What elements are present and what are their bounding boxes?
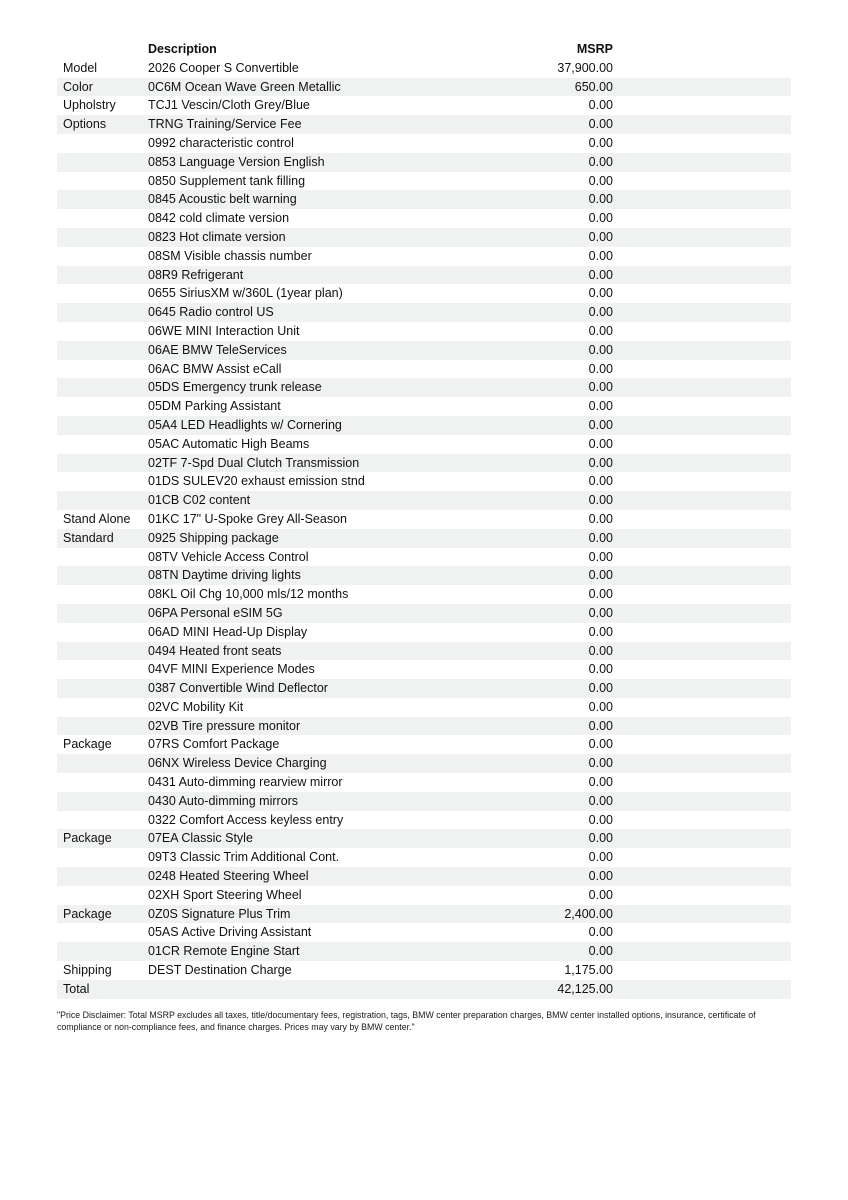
description-cell: 01CR Remote Engine Start	[148, 944, 300, 959]
table-row	[57, 266, 791, 285]
description-cell: 0645 Radio control US	[148, 305, 274, 320]
description-cell: 05A4 LED Headlights w/ Cornering	[148, 417, 342, 432]
msrp-cell: 0.00	[588, 530, 613, 545]
category-cell: Model	[63, 60, 98, 75]
msrp-cell: 0.00	[588, 568, 613, 583]
description-cell: 07RS Comfort Package	[148, 737, 280, 752]
msrp-cell: 0.00	[588, 643, 613, 658]
table-row	[57, 905, 791, 924]
table-row	[57, 773, 791, 792]
table-row	[57, 642, 791, 661]
msrp-cell: 0.00	[588, 248, 613, 263]
msrp-cell: 0.00	[588, 229, 613, 244]
msrp-cell: 0.00	[588, 117, 613, 132]
description-cell: 06AD MINI Head-Up Display	[148, 624, 308, 639]
table-row	[57, 78, 791, 97]
table-row	[57, 59, 791, 78]
table-row	[57, 735, 791, 754]
category-cell: Upholstry	[63, 98, 116, 113]
description-cell: 0655 SiriusXM w/360L (1year plan)	[148, 286, 343, 301]
table-row	[57, 190, 791, 209]
table-row	[57, 360, 791, 379]
table-row	[57, 886, 791, 905]
msrp-cell: 0.00	[588, 850, 613, 865]
msrp-cell: 0.00	[588, 380, 613, 395]
description-cell: 02VB Tire pressure monitor	[148, 718, 301, 733]
table-row	[57, 548, 791, 567]
msrp-cell: 0.00	[588, 493, 613, 508]
table-row	[57, 566, 791, 585]
table-row	[57, 829, 791, 848]
description-cell: 09T3 Classic Trim Additional Cont.	[148, 850, 340, 865]
table-row	[57, 96, 791, 115]
msrp-cell: 0.00	[588, 549, 613, 564]
msrp-cell: 0.00	[588, 154, 613, 169]
msrp-cell: 0.00	[588, 417, 613, 432]
description-cell: 02TF 7-Spd Dual Clutch Transmission	[148, 455, 360, 470]
msrp-cell: 0.00	[588, 681, 613, 696]
description-cell: 01CB C02 content	[148, 493, 251, 508]
msrp-cell: 0.00	[588, 305, 613, 320]
description-cell: 06AC BMW Assist eCall	[148, 361, 282, 376]
msrp-cell: 0.00	[588, 323, 613, 338]
description-cell: 0823 Hot climate version	[148, 229, 286, 244]
category-cell: Package	[63, 906, 112, 921]
msrp-cell: 0.00	[588, 211, 613, 226]
msrp-cell: 0.00	[588, 455, 613, 470]
category-cell: Color	[63, 79, 93, 94]
table-row	[57, 378, 791, 397]
table-row	[57, 397, 791, 416]
description-cell: DEST Destination Charge	[148, 963, 292, 978]
description-cell: 0925 Shipping package	[148, 530, 279, 545]
table-row	[57, 322, 791, 341]
description-cell: 04VF MINI Experience Modes	[148, 662, 315, 677]
table-row	[57, 134, 791, 153]
table-row	[57, 510, 791, 529]
category-cell: Stand Alone	[63, 511, 131, 526]
description-cell: 0430 Auto-dimming mirrors	[148, 793, 299, 808]
description-cell: 08TN Daytime driving lights	[148, 568, 301, 583]
table-row	[57, 341, 791, 360]
description-cell: 0494 Heated front seats	[148, 643, 282, 658]
description-cell: 02XH Sport Steering Wheel	[148, 887, 302, 902]
msrp-cell: 0.00	[588, 192, 613, 207]
description-cell: 2026 Cooper S Convertible	[148, 60, 299, 75]
msrp-cell: 42,125.00	[557, 981, 613, 996]
msrp-cell: 0.00	[588, 831, 613, 846]
description-cell: 06AE BMW TeleServices	[148, 342, 287, 357]
table-row	[57, 228, 791, 247]
table-row	[57, 529, 791, 548]
description-cell: 0C6M Ocean Wave Green Metallic	[148, 79, 341, 94]
table-row	[57, 923, 791, 942]
description-cell: 0845 Acoustic belt warning	[148, 192, 297, 207]
category-cell: Standard	[63, 530, 114, 545]
msrp-cell: 0.00	[588, 587, 613, 602]
description-cell: 0853 Language Version English	[148, 154, 325, 169]
msrp-cell: 0.00	[588, 436, 613, 451]
msrp-cell: 0.00	[588, 793, 613, 808]
table-row	[57, 247, 791, 266]
table-row	[57, 867, 791, 886]
msrp-cell: 0.00	[588, 399, 613, 414]
table-row	[57, 792, 791, 811]
table-row	[57, 172, 791, 191]
description-cell: 05AS Active Driving Assistant	[148, 925, 312, 940]
table-row	[57, 454, 791, 473]
description-cell: 07EA Classic Style	[148, 831, 253, 846]
msrp-cell: 0.00	[588, 718, 613, 733]
msrp-cell: 0.00	[588, 135, 613, 150]
category-cell: Total	[63, 981, 90, 996]
msrp-cell: 1,175.00	[564, 963, 613, 978]
description-cell: 08SM Visible chassis number	[148, 248, 312, 263]
description-cell: 06PA Personal eSIM 5G	[148, 605, 283, 620]
description-cell: 0850 Supplement tank filling	[148, 173, 306, 188]
msrp-cell: 0.00	[588, 887, 613, 902]
msrp-cell: 0.00	[588, 944, 613, 959]
table-row	[57, 811, 791, 830]
msrp-cell: 0.00	[588, 474, 613, 489]
msrp-cell: 0.00	[588, 812, 613, 827]
msrp-cell: 0.00	[588, 756, 613, 771]
category-cell: Package	[63, 831, 112, 846]
table-row	[57, 717, 791, 736]
msrp-cell: 0.00	[588, 737, 613, 752]
description-cell: 08TV Vehicle Access Control	[148, 549, 309, 564]
table-row	[57, 942, 791, 961]
msrp-cell: 0.00	[588, 342, 613, 357]
description-cell: 06NX Wireless Device Charging	[148, 756, 327, 771]
description-header: Description	[148, 42, 217, 56]
description-cell: 0431 Auto-dimming rearview mirror	[148, 775, 343, 790]
msrp-header: MSRP	[576, 42, 613, 56]
msrp-cell: 0.00	[588, 925, 613, 940]
category-cell: Package	[63, 737, 112, 752]
table-row	[57, 303, 791, 322]
description-cell: TCJ1 Vescin/Cloth Grey/Blue	[148, 98, 310, 113]
table-row	[57, 604, 791, 623]
description-cell: TRNG Training/Service Fee	[148, 117, 302, 132]
table-row	[57, 698, 791, 717]
table-row	[57, 660, 791, 679]
description-cell: 02VC Mobility Kit	[148, 699, 244, 714]
table-row	[57, 679, 791, 698]
table-row	[57, 491, 791, 510]
description-cell: 01KC 17" U-Spoke Grey All-Season	[148, 511, 347, 526]
description-cell: 0842 cold climate version	[148, 211, 290, 226]
table-row	[57, 980, 791, 999]
description-cell: 05DM Parking Assistant	[148, 399, 281, 414]
table-row	[57, 115, 791, 134]
msrp-cell: 0.00	[588, 869, 613, 884]
table-row	[57, 754, 791, 773]
description-cell: 0992 characteristic control	[148, 135, 294, 150]
table-row	[57, 284, 791, 303]
table-row	[57, 623, 791, 642]
table-header-row	[57, 40, 791, 59]
table-row	[57, 416, 791, 435]
msrp-cell: 2,400.00	[564, 906, 613, 921]
description-cell: 06WE MINI Interaction Unit	[148, 323, 300, 338]
pricing-table	[57, 40, 791, 999]
msrp-cell: 0.00	[588, 267, 613, 282]
description-cell: 0387 Convertible Wind Deflector	[148, 681, 328, 696]
msrp-cell: 650.00	[574, 79, 613, 94]
table-row	[57, 848, 791, 867]
msrp-cell: 0.00	[588, 286, 613, 301]
msrp-cell: 0.00	[588, 98, 613, 113]
table-row	[57, 153, 791, 172]
category-cell: Shipping	[63, 963, 112, 978]
table-body	[57, 59, 791, 999]
table-row	[57, 585, 791, 604]
msrp-cell: 37,900.00	[557, 60, 613, 75]
description-cell: 08R9 Refrigerant	[148, 267, 244, 282]
msrp-cell: 0.00	[588, 605, 613, 620]
msrp-cell: 0.00	[588, 624, 613, 639]
msrp-cell: 0.00	[588, 511, 613, 526]
description-cell: 0248 Heated Steering Wheel	[148, 869, 309, 884]
description-cell: 08KL Oil Chg 10,000 mls/12 months	[148, 587, 349, 602]
msrp-cell: 0.00	[588, 361, 613, 376]
description-cell: 05DS Emergency trunk release	[148, 380, 322, 395]
category-cell: Options	[63, 117, 107, 132]
table-row	[57, 435, 791, 454]
msrp-cell: 0.00	[588, 662, 613, 677]
description-cell: 0322 Comfort Access keyless entry	[148, 812, 344, 827]
description-cell: 0Z0S Signature Plus Trim	[148, 906, 291, 921]
msrp-cell: 0.00	[588, 775, 613, 790]
table-row	[57, 961, 791, 980]
price-disclaimer: "Price Disclaimer: Total MSRP excludes all taxes, title/documentary fees, registration, tags, BMW center preparation charges, BMW center installed options, insurance, certificate of compliance or non-compliance fees, and finance charges. Prices may vary by BMW center."	[57, 1010, 756, 1032]
description-cell: 01DS SULEV20 exhaust emission stnd	[148, 474, 365, 489]
msrp-cell: 0.00	[588, 173, 613, 188]
table-row	[57, 209, 791, 228]
msrp-cell: 0.00	[588, 699, 613, 714]
description-cell: 05AC Automatic High Beams	[148, 436, 310, 451]
table-row	[57, 472, 791, 491]
